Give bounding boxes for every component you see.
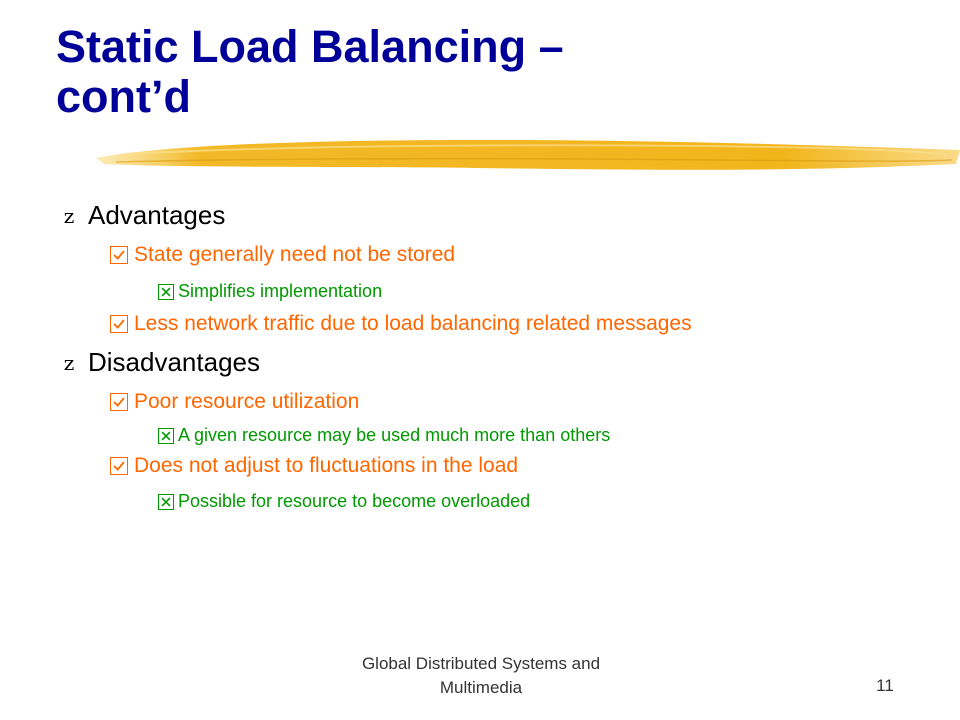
boxed-checkmark-icon [110, 315, 128, 333]
boxed-x-icon [158, 494, 174, 510]
sub-bullet-network-traffic [110, 312, 692, 336]
sub-bullet-text: Poor resource utilization [134, 390, 360, 413]
sub-bullet-fluctuations [110, 454, 518, 478]
sub-bullet-text: Does not adjust to fluctuations in the load [134, 454, 519, 477]
brush-stroke-decoration [96, 128, 960, 188]
sub-bullet-poor-utilization [110, 390, 359, 414]
sub-sub-bullet-given-resource [158, 425, 610, 446]
boxed-checkmark-icon [110, 246, 128, 264]
bullet-text: Disadvantages [88, 347, 260, 377]
z-bullet-icon: z [63, 350, 75, 375]
slide-title-line-1: Static Load Balancing – [56, 21, 564, 72]
boxed-x-icon [158, 428, 174, 444]
boxed-x-icon [158, 284, 174, 300]
boxed-checkmark-icon [110, 457, 128, 475]
sub-sub-bullet-text: Simplifies implementation [178, 281, 383, 301]
sub-sub-bullet-text: A given resource may be used much more than others [178, 425, 611, 445]
bullet-text: Advantages [88, 200, 226, 230]
bullet-disadvantages [58, 347, 260, 378]
footer-line-2: Multimedia [439, 678, 523, 697]
slide-title [56, 22, 936, 122]
sub-bullet-state-storage [110, 243, 455, 267]
slide-title-line-2: cont’d [56, 71, 191, 122]
sub-bullet-text: Less network traffic due to load balancing related messages [134, 312, 692, 335]
sub-sub-bullet-overloaded [158, 491, 530, 512]
boxed-checkmark-icon [110, 393, 128, 411]
sub-sub-bullet-text: Possible for resource to become overloaded [178, 491, 531, 511]
page-number: 11 [876, 676, 894, 695]
footer-line-1: Global Distributed Systems and [361, 654, 601, 673]
sub-sub-bullet-simplifies [158, 281, 382, 302]
bullet-advantages [58, 200, 225, 231]
z-bullet-icon: z [63, 203, 75, 228]
slide-footer [326, 652, 636, 700]
sub-bullet-text: State generally need not be stored [134, 243, 456, 266]
